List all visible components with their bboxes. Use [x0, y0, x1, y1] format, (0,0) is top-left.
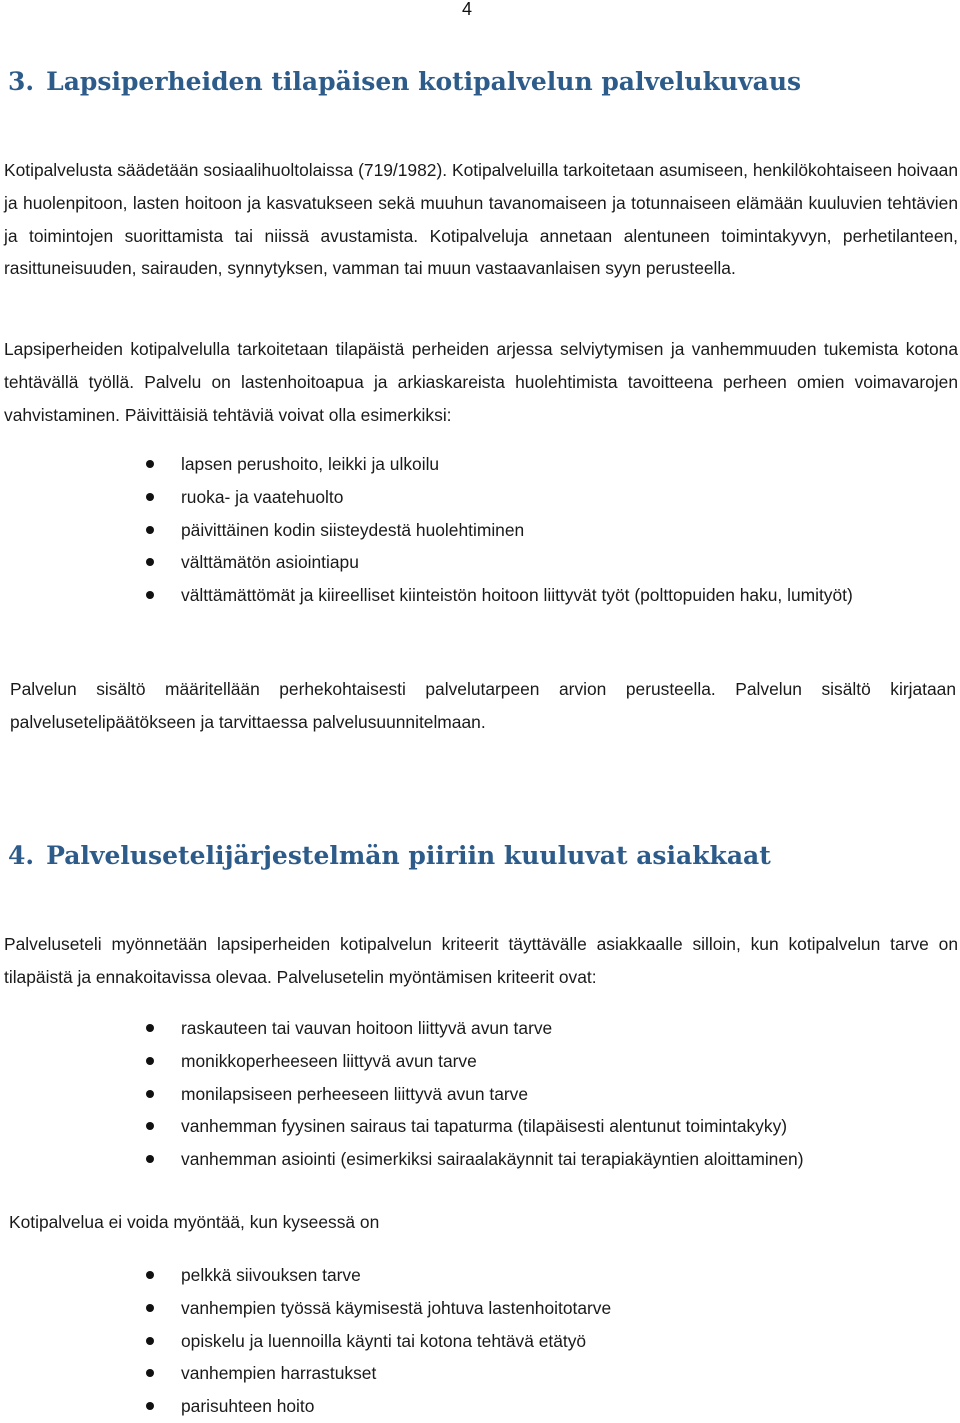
list-item-text: vanhempien harrastukset: [181, 1363, 377, 1384]
section-3-paragraph-3: Palvelun sisältö määritellään perhekohtaisesti palvelutarpeen arvion perusteella. Palvelun sisältö kirjataan palvelusetelipäätökseen ja tarvittaessa palvelusuunnitelmaan.: [10, 679, 956, 732]
list-item-text: raskauteen tai vauvan hoitoon liittyvä avun tarve: [181, 1018, 553, 1038]
list-item: [0, 1357, 950, 1390]
bullet-icon: [146, 1304, 154, 1312]
list-item: [0, 514, 950, 547]
list-item: [0, 1390, 950, 1423]
section-4-number: 4.: [8, 841, 35, 870]
list-item-text: opiskelu ja luennoilla käynti tai kotona tehtävä etätyö: [181, 1330, 587, 1351]
bullet-icon: [146, 591, 154, 599]
list-item-text: vanhempien työssä käymisestä johtuva lastenhoitotarve: [181, 1297, 612, 1318]
list-item-text: lapsen perushoito, leikki ja ulkoilu: [181, 454, 440, 474]
section-3-paragraph-2: Lapsiperheiden kotipalvelulla tarkoitetaan tilapäistä perheiden arjessa selviytymisen ja vanhemmuuden tukemista kotona tehtävällä työllä. Palvelu on lastenhoitoapua ja arkiaskareista huolehtimista tavoitteena perheen omien voimavarojen vahvistaminen. Päivittäisiä tehtäviä voivat olla esimerkiksi:: [4, 339, 958, 425]
bullet-icon: [146, 1122, 154, 1130]
list-item-text: monikkoperheeseen liittyvä avun tarve: [181, 1050, 477, 1071]
list-item: [0, 1012, 950, 1045]
list-item: [0, 1259, 950, 1292]
list-item: [0, 546, 950, 579]
list-item: [0, 1325, 950, 1358]
section-3-title: Lapsiperheiden tilapäisen kotipalvelun palvelukuvaus: [46, 67, 802, 96]
section-3-heading: [8, 66, 801, 98]
bullet-icon: [146, 526, 154, 534]
list-item-text: vanhemman asiointi (esimerkiksi sairaalakäynnit tai terapiakäyntien aloittaminen): [181, 1149, 804, 1170]
list-item: [0, 481, 950, 514]
daily-tasks-list: [0, 448, 950, 612]
bullet-icon: [146, 1090, 154, 1098]
section-4-paragraph-1: Palveluseteli myönnetään lapsiperheiden kotipalvelun kriteerit täyttävälle asiakkaalle silloin, kun kotipalvelun tarve on tilapäistä ja ennakoitavissa olevaa. Palvelusetelin myöntämisen kriteerit ovat:: [4, 934, 958, 987]
exclusions-list: [0, 1259, 950, 1423]
bullet-icon: [146, 460, 154, 468]
list-item: [0, 448, 950, 481]
criteria-list: [0, 1012, 950, 1176]
list-item: [0, 1292, 950, 1325]
list-item: [0, 1045, 950, 1078]
page-number: 4: [461, 0, 472, 19]
section-4-heading: [8, 840, 771, 872]
list-item-text: monilapsiseen perheeseen liittyvä avun tarve: [181, 1083, 529, 1104]
list-item-text: pelkkä siivouksen tarve: [181, 1265, 361, 1285]
list-item-text: päivittäinen kodin siisteydestä huolehtiminen: [181, 519, 525, 540]
list-item-text: välttämätön asiointiapu: [181, 552, 359, 573]
bullet-icon: [146, 1057, 154, 1065]
list-item-text: vanhemman fyysinen sairaus tai tapaturma (tilapäisesti alentunut toimintakyky): [181, 1116, 788, 1137]
bullet-icon: [146, 1402, 154, 1410]
list-item: [0, 1078, 950, 1111]
list-item: [0, 1143, 950, 1176]
bullet-icon: [146, 1337, 154, 1345]
list-item-text: parisuhteen hoito: [181, 1396, 315, 1417]
list-item: [0, 1110, 950, 1143]
bullet-icon: [146, 1369, 154, 1377]
bullet-icon: [146, 1024, 154, 1032]
list-item-text: välttämättömät ja kiireelliset kiinteistön hoitoon liittyvät työt (polttopuiden haku, lumityöt): [181, 585, 853, 606]
list-item-text: ruoka- ja vaatehuolto: [181, 486, 344, 507]
bullet-icon: [146, 558, 154, 566]
bullet-icon: [146, 493, 154, 501]
bullet-icon: [146, 1155, 154, 1163]
section-3-number: 3.: [8, 67, 35, 96]
section-4-paragraph-2: Kotipalvelua ei voida myöntää, kun kyseessä on: [9, 1212, 380, 1232]
section-4-title: Palvelusetelijärjestelmän piiriin kuuluvat asiakkaat: [46, 841, 771, 870]
list-item: [0, 579, 950, 612]
bullet-icon: [146, 1271, 154, 1279]
section-3-paragraph-1: Kotipalvelusta säädetään sosiaalihuoltolaissa (719/1982). Kotipalveluilla tarkoitetaan asumiseen, henkilökohtaiseen hoivaan ja huolenpitoon, lasten hoitoon ja kasvatukseen sekä muuhun tavanomaiseen ja totunnaiseen elämään kuuluvien tehtävien ja toimintojen suorittamista tai niissä avustamista. Kotipalveluja annetaan alentuneen toimintakyvyn, perhetilanteen, rasittuneisuuden, sairauden, synnytyksen, vamman tai muun vastaavanlaisen syyn perusteella.: [4, 160, 958, 279]
